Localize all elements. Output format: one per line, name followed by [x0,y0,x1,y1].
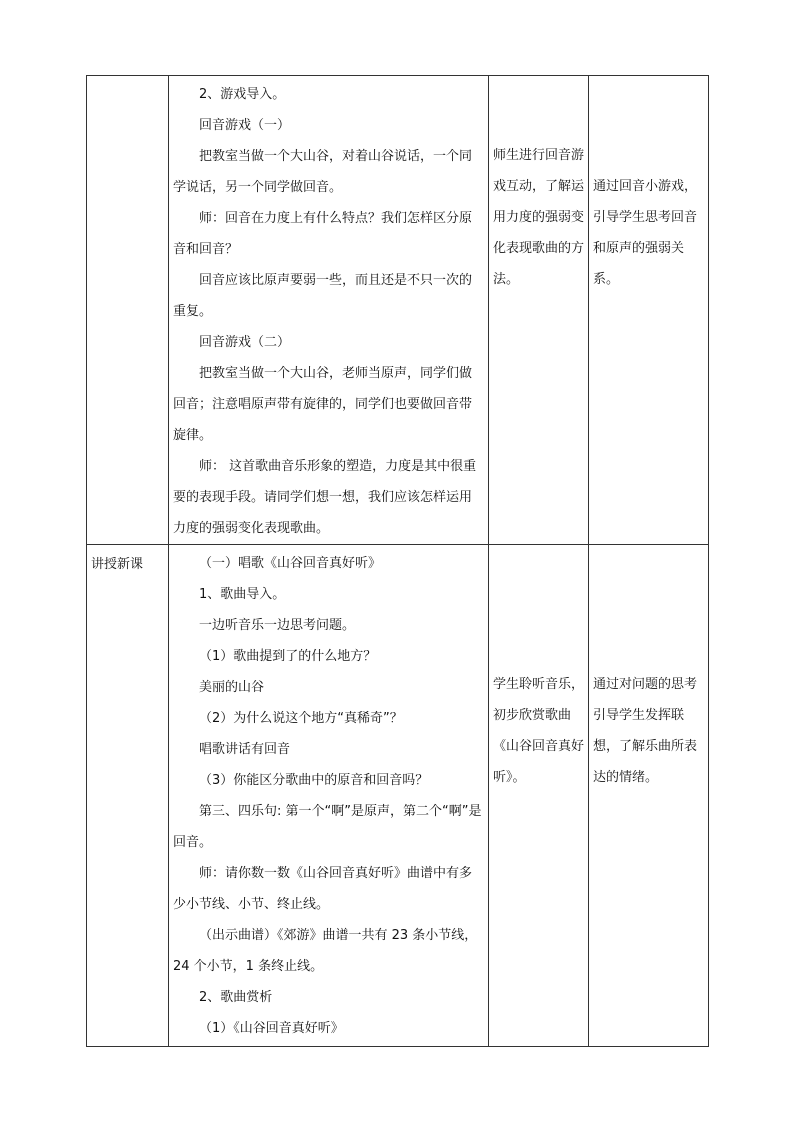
content-line: 师：回音在力度上有什么特点？我们怎样区分原音和回音？ [173,211,473,257]
content-line: 唱歌讲话有回音 [199,742,291,757]
content-line: 第三、四乐句: 第一个“啊”是原声，第二个“啊”是回音。 [173,804,482,850]
student-activity-text: 学生聆听音乐，初步欣赏歌曲《山谷回音真好听》。 [493,677,585,785]
content-cell [169,545,489,1047]
lesson-plan-table [86,75,709,1047]
content-line: 把教室当做一个大山谷，老师当原声，同学们做回音；注意唱原声带有旋律的，同学们也要做回音带旋律。 [173,366,473,443]
content-line: （3）你能区分歌曲中的原音和回音吗？ [199,773,429,788]
content-line: （出示曲谱）《郊游》曲谱一共有 23 条小节线，24 个小节，1 条终止线。 [173,928,478,974]
content-line: 一边听音乐一边思考问题。 [199,618,356,633]
stage-cell [87,76,169,545]
content-line: 回音应该比原声要弱一些，而且还是不只一次的重复。 [173,273,473,319]
stage-label [87,76,168,80]
student-activity-cell [489,76,589,545]
content-line: （2）为什么说这个地方“真稀奇”？ [199,711,403,726]
table-row-new-lesson [87,545,709,1047]
content-line: 师：请你数一数《山谷回音真好听》曲谱中有多少小节线、小节、终止线。 [173,866,473,912]
stage-cell [87,545,169,1047]
content-line: 回音游戏（二） [199,335,291,350]
content-line: 把教室当做一个大山谷，对着山谷说话，一个同学说话，另一个同学做回音。 [173,149,473,195]
content-cell [169,76,489,545]
content-line: 师： 这首歌曲音乐形象的塑造，力度是其中很重要的表现手段。请同学们想一想，我们应该怎样运用力度的强弱变化表现歌曲。 [173,459,477,536]
content-line: 美丽的山谷 [199,680,265,695]
stage-label: 讲授新课 [91,557,144,572]
content-line: （一）唱歌《山谷回音真好听》 [199,556,382,571]
content-line: （1）歌曲提到了的什么地方？ [199,649,377,664]
table-row-game-intro [87,76,709,545]
content-line: （1）《山谷回音真好听》 [199,1021,344,1036]
content-line: 回音游戏（一） [199,118,291,133]
design-purpose-cell [589,545,709,1047]
student-activity-cell [489,545,589,1047]
design-purpose-text: 通过回音小游戏，引导学生思考回音和原声的强弱关系。 [593,179,698,287]
content-line: 2、游戏导入。 [199,87,286,102]
content-line: 2、歌曲赏析 [199,990,273,1005]
content-line: 1、歌曲导入。 [199,587,286,602]
design-purpose-text: 通过对问题的思考引导学生发挥联想，了解乐曲所表达的情绪。 [593,677,698,785]
student-activity-text: 师生进行回音游戏互动，了解运用力度的强弱变化表现歌曲的方法。 [493,148,585,287]
design-purpose-cell [589,76,709,545]
